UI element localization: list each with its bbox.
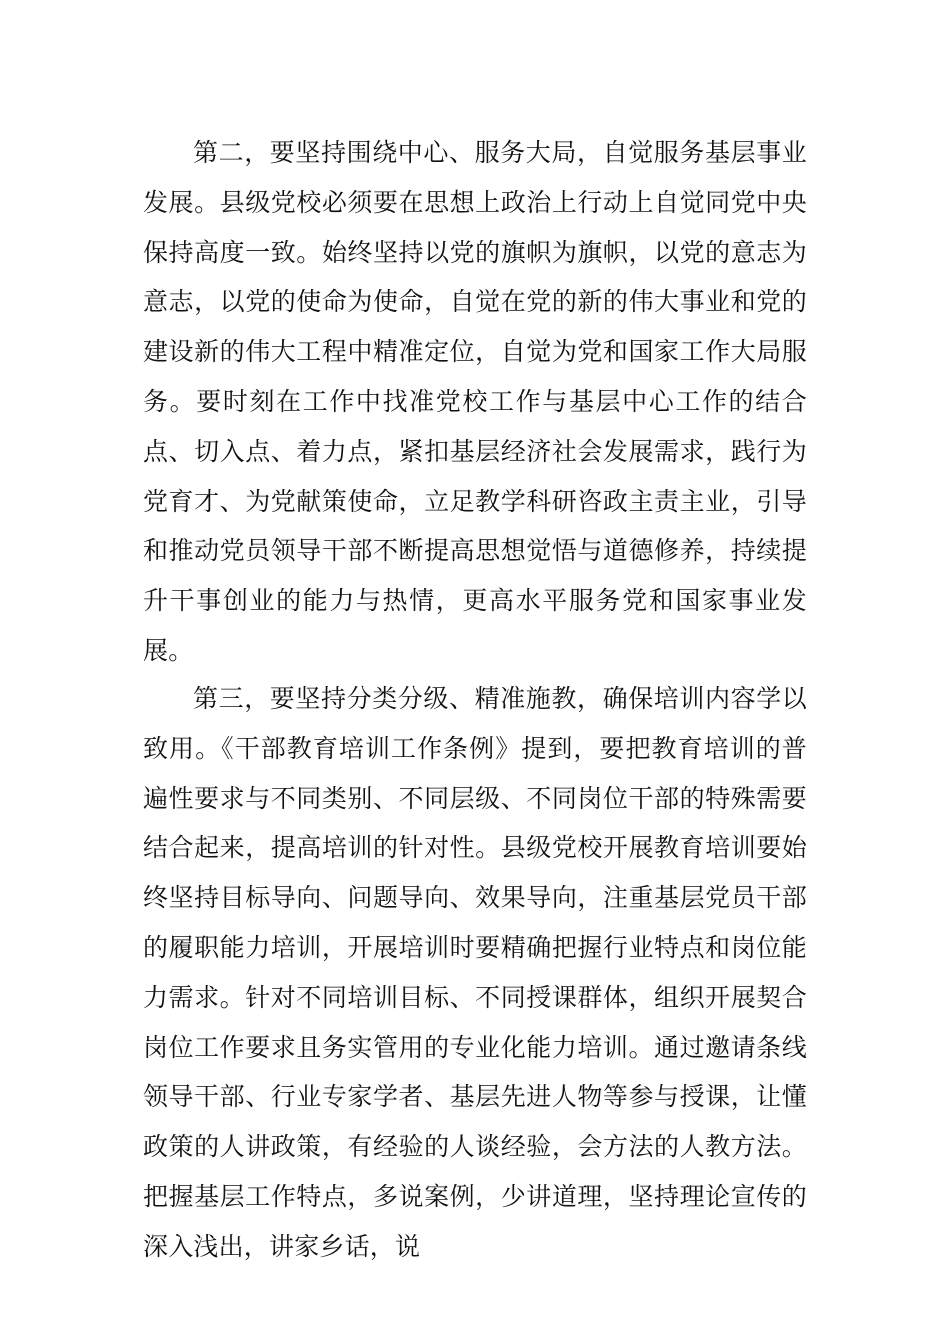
paragraph-third-point: 第三，要坚持分类分级、精准施教，确保培训内容学以致用。《干部教育培训工作条例》提到，要把教育培训的普遍性要求与不同类别、不同层级、不同岗位干部的特殊需要结合起来，提高培训的针对性。县级党校开展教育培训要始终坚持目标导向、问题导向、效果导向，注重基层党员干部的履职能力培训，开展培训时要精确把握行业特点和岗位能力需求。针对不同培训目标、不同授课群体，组织开展契合岗位工作要求且务实管用的专业化能力培训。通过邀请条线领导干部、行业专家学者、基层先进人物等参与授课，让懂政策的人讲政策，有经验的人谈经验，会方法的人教方法。把握基层工作特点，多说案例，少讲道理，坚持理论宣传的深入浅出，讲家乡话，说 — [143, 684, 807, 1261]
paragraph-second-point: 第二，要坚持围绕中心、服务大局，自觉服务基层事业发展。县级党校必须要在思想上政治上行动上自觉同党中央保持高度一致。始终坚持以党的旗帜为旗帜，以党的意志为意志，以党的使命为使命，自觉在党的新的伟大事业和党的建设新的伟大工程中精准定位，自觉为党和国家工作大局服务。要时刻在工作中找准党校工作与基层中心工作的结合点、切入点、着力点，紧扣基层经济社会发展需求，践行为党育才、为党献策使命，立足教学科研咨政主责主业，引导和推动党员领导干部不断提高思想觉悟与道德修养，持续提升干事创业的能力与热情，更高水平服务党和国家事业发展。 — [143, 138, 807, 665]
